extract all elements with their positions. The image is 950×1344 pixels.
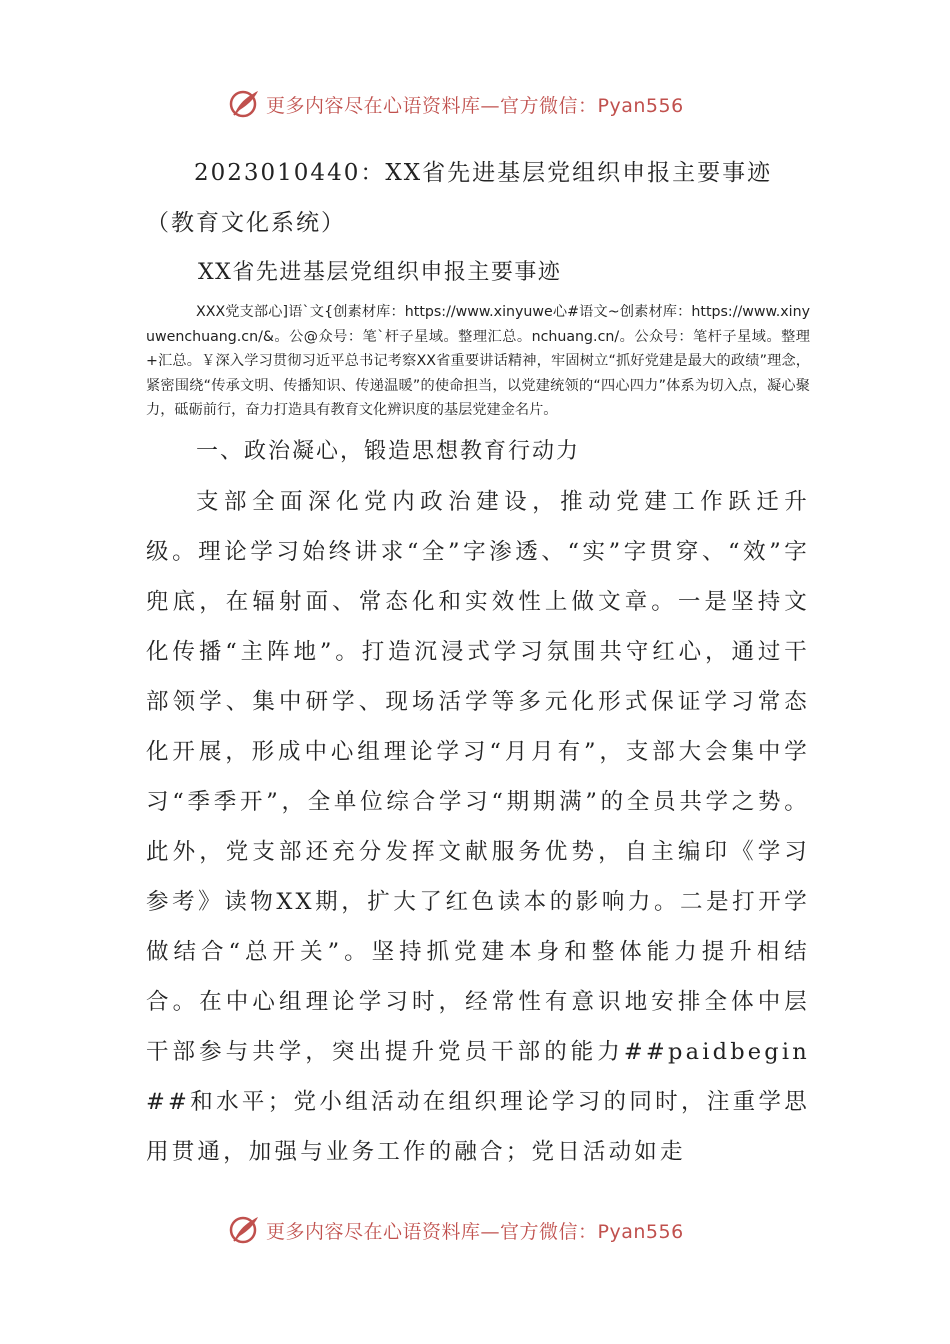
footer-banner xyxy=(228,1210,684,1250)
document-title: 2023010440：XX省先进基层党组织申报主要事迹（教育文化系统） xyxy=(146,160,773,236)
quill-logo-icon xyxy=(228,87,262,121)
header-banner xyxy=(228,84,684,124)
document-body xyxy=(146,148,810,1177)
section-heading: 一、政治凝心，锻造思想教育行动力 xyxy=(196,438,581,464)
banner-text: 更多内容尽在心语资料库—官方微信：Pyan556 xyxy=(266,94,684,117)
quill-logo-icon xyxy=(228,1213,262,1247)
banner-text: 更多内容尽在心语资料库—官方微信：Pyan556 xyxy=(266,1220,684,1243)
document-subtitle: XX省先进基层党组织申报主要事迹 xyxy=(198,260,562,285)
intro-paragraph: XXX党支部心]语`文{创素材库：https://www.xinyuwe心#语文~创素材库：https://www.xinyuwenchuang.cn/&。公@众号：笔`杆子星域。整理汇总。nchuang.cn/。公众号：笔杆子星域。整理+汇总。￥深入学习贯彻习近平总书记考察XX省重要讲话精神，牢固树立“抓好党建是最大的政绩”理念，紧密围绕“传承文明、传播知识、传递温暖”的使命担当，以党建统领的“四心四力”体系为切入点，凝心聚力，砥砺前行，奋力打造具有教育文化辨识度的基层党建金名片。 xyxy=(146,304,810,418)
body-paragraph: 支部全面深化党内政治建设，推动党建工作跃迁升级。理论学习始终讲求“全”字渗透、“实”字贯穿、“效”字兜底，在辐射面、常态化和实效性上做文章。一是坚持文化传播“主阵地”。打造沉浸式学习氛围共守红心，通过干部领学、集中研学、现场活学等多元化形式保证学习常态化开展，形成中心组理论学习“月月有”，支部大会集中学习“季季开”，全单位综合学习“期期满”的全员共学之势。此外，党支部还充分发挥文献服务优势，自主编印《学习参考》读物XX期，扩大了红色读本的影响力。二是打开学做结合“总开关”。坚持抓党建本身和整体能力提升相结合。在中心组理论学习时，经常性有意识地安排全体中层干部参与共学，突出提升党员干部的能力##paidbegin##和水平；党小组活动在组织理论学习的同时，注重学思用贯通，加强与业务工作的融合；党日活动如走 xyxy=(146,488,810,1165)
